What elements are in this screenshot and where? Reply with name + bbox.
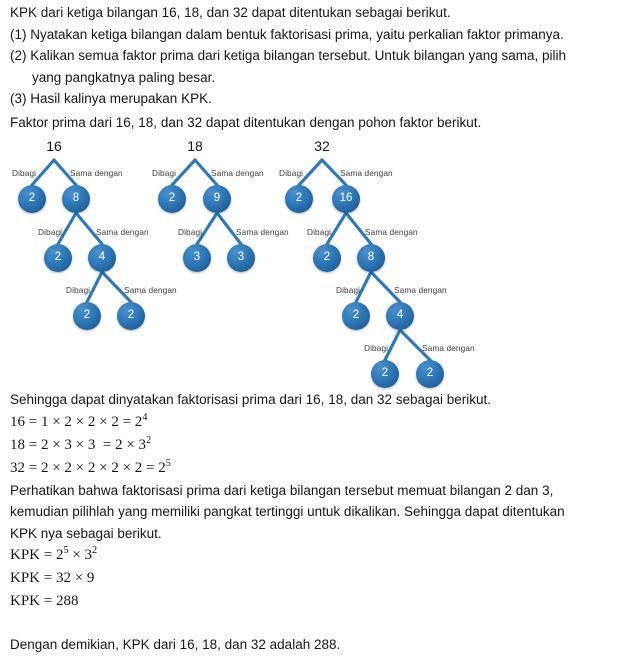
tree-32-node-5: 4 bbox=[386, 302, 414, 330]
tree-32-root-label: 32 bbox=[314, 138, 330, 154]
tree-32-edge-label-5: Sama dengan bbox=[394, 285, 447, 295]
intro-line-0: KPK dari ketiga bilangan 16, 18, dan 32 dapat ditentukan sebagai berikut. bbox=[10, 5, 451, 20]
tree-32-edge-label-1: Sama dengan bbox=[340, 168, 393, 178]
tree-32-node-3: 8 bbox=[357, 244, 385, 272]
tree-16-edge-label-1: Sama dengan bbox=[70, 168, 123, 178]
tree-18-edge-label-1: Sama dengan bbox=[211, 168, 264, 178]
tree-32-node-2: 2 bbox=[313, 244, 341, 272]
factorization-18-lhs: 18 = 2 × 3 × 3 = 2 × 3 bbox=[10, 436, 147, 453]
tree-32-node-0: 2 bbox=[285, 185, 313, 213]
result-text-block bbox=[10, 389, 636, 656]
tree-32-edge-label-7: Sama dengan bbox=[422, 343, 475, 353]
kpk-result-1 bbox=[10, 567, 636, 590]
kpk-result-0 bbox=[10, 544, 636, 567]
tree-16-edge-label-0: Dibagi bbox=[12, 168, 37, 178]
tree-18-node-1: 9 bbox=[203, 185, 231, 213]
tree-32-edge-label-3: Sama dengan bbox=[365, 227, 418, 237]
tree-18-root-label: 18 bbox=[187, 138, 203, 154]
diagram-caption: Faktor prima dari 16, 18, dan 32 dapat ditentukan dengan pohon faktor berikut. bbox=[10, 114, 482, 130]
intro-line-4: (3) Hasil kalinya merupakan KPK. bbox=[10, 91, 212, 106]
tree-32-edge-label-2: Dibagi bbox=[307, 227, 332, 237]
tree-32-node-1: 16 bbox=[332, 185, 360, 213]
intro-line-2: (2) Kalikan semua faktor prima dari ketiga bilangan tersebut. Untuk bilangan yang sama, pilih bbox=[10, 48, 567, 63]
kpk-result-0-mid: × 3 bbox=[68, 547, 93, 563]
factor-tree-diagram bbox=[0, 132, 644, 388]
tree-16-node-2: 2 bbox=[44, 244, 72, 272]
factorization-32-lhs: 32 = 2 × 2 × 2 × 2 × 2 = 2 bbox=[10, 459, 166, 476]
kpk-result-0-exp: 5 bbox=[63, 545, 69, 556]
paragraph-spacer bbox=[10, 613, 636, 634]
factorization-16-exp: 4 bbox=[142, 411, 148, 423]
explanation-line-1: kemudian pilihlah yang memiliki pangkat tertinggi untuk dikalikan. Sehingga dapat ditentukan bbox=[10, 504, 565, 519]
kpk-result-1-lhs: KPK = 32 × 9 bbox=[10, 570, 95, 586]
tree-18-edge-label-2: Dibagi bbox=[178, 227, 203, 237]
tree-32-node-6: 2 bbox=[371, 360, 399, 388]
explanation-line-2: KPK nya sebagai berikut. bbox=[10, 525, 162, 541]
explanation-line-0: Perhatikan bahwa faktorisasi prima dari ketiga bilangan tersebut memuat bilangan 2 dan 3, bbox=[10, 482, 554, 498]
factorization-16-lhs: 16 = 1 × 2 × 2 × 2 = 2 bbox=[10, 413, 143, 430]
kpk-result-2-lhs: KPK = 288 bbox=[10, 593, 79, 609]
tree-16-edge-label-3: Sama dengan bbox=[96, 227, 149, 237]
tree-32-edge-label-4: Dibagi bbox=[336, 285, 361, 295]
tree-18-edge-label-3: Sama dengan bbox=[236, 227, 289, 237]
tree-16-edge-label-2: Dibagi bbox=[38, 227, 63, 237]
tree-16-node-4: 2 bbox=[73, 302, 101, 330]
tree-32-node-4: 2 bbox=[342, 302, 370, 330]
tree-16-edge-label-5: Sama dengan bbox=[124, 285, 177, 295]
factorization-18-exp: 2 bbox=[146, 434, 152, 446]
factorization-32 bbox=[10, 457, 636, 480]
tree-18-node-0: 2 bbox=[158, 185, 186, 213]
kpk-result-2 bbox=[10, 590, 636, 613]
kpk-result-0-lhs: KPK = 2 bbox=[10, 547, 64, 563]
intro-line-3: yang pangkatnya paling besar. bbox=[32, 69, 216, 85]
tree-32-edge-label-6: Dibagi bbox=[364, 343, 389, 353]
tree-16-root-label: 16 bbox=[46, 138, 62, 154]
tree-16-edge-label-4: Dibagi bbox=[66, 285, 91, 295]
intro-text-block bbox=[10, 2, 636, 133]
tree-18-edge-label-0: Dibagi bbox=[152, 168, 177, 178]
conclusion-line: Dengan demikian, KPK dari 16, 18, dan 32 adalah 288. bbox=[10, 637, 341, 652]
tree-16-node-3: 4 bbox=[88, 244, 116, 272]
factorization-16 bbox=[10, 411, 636, 434]
tree-32-node-7: 2 bbox=[416, 360, 444, 388]
factorization-intro: Sehingga dapat dinyatakan faktorisasi prima dari 16, 18, dan 32 sebagai berikut. bbox=[10, 392, 492, 407]
factorization-18 bbox=[10, 434, 636, 457]
kpk-result-0-exp2: 2 bbox=[92, 545, 98, 556]
tree-32-edge-label-0: Dibagi bbox=[279, 168, 304, 178]
intro-line-1: (1) Nyatakan ketiga bilangan dalam bentuk faktorisasi prima, yaitu perkalian faktor primanya. bbox=[10, 26, 564, 42]
tree-16-node-1: 8 bbox=[62, 185, 90, 213]
tree-18-node-2: 3 bbox=[183, 244, 211, 272]
tree-16-node-5: 2 bbox=[117, 302, 145, 330]
tree-16-node-0: 2 bbox=[18, 185, 46, 213]
factorization-32-exp: 5 bbox=[165, 457, 171, 469]
tree-18-node-3: 3 bbox=[227, 244, 255, 272]
